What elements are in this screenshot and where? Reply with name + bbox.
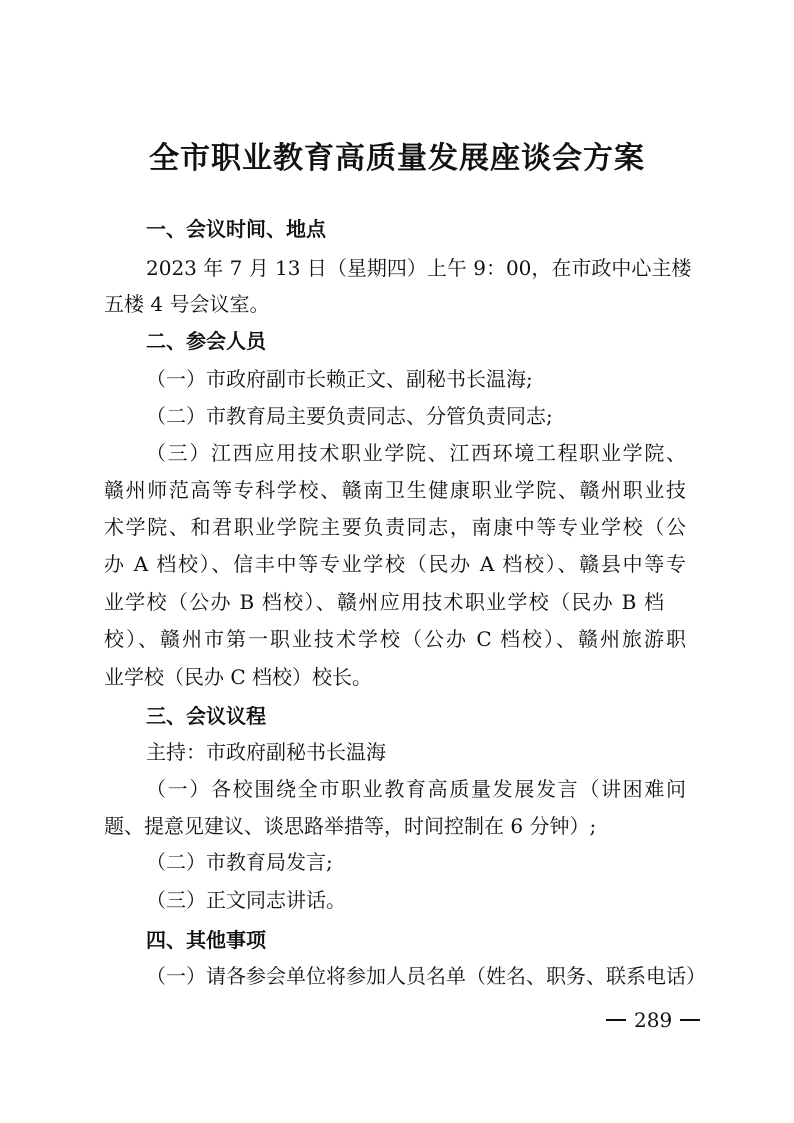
section-heading-attendees: 二、参会人员 (146, 329, 266, 353)
list-item: （一）请各参会单位将参加人员名单（姓名、职务、联系电话） (146, 964, 706, 988)
section-heading-time-place: 一、会议时间、地点 (146, 217, 326, 241)
paragraph-line: 业学校（公办 B 档校）、赣州应用技术职业学校（民办 B 档 (104, 590, 664, 614)
dash-left (606, 1019, 626, 1021)
paragraph-line: 2023 年 7 月 13 日（星期四）上午 9：00，在市政中心主楼 (146, 256, 692, 280)
list-item: （二）市教育局发言; (146, 850, 333, 874)
dash-right (680, 1019, 700, 1021)
paragraph-line: 五楼 4 号会议室。 (104, 292, 270, 316)
list-item: （三）正文同志讲话。 (146, 888, 346, 912)
list-item: （一）市政府副市长赖正文、副秘书长温海; (146, 367, 533, 391)
document-title: 全市职业教育高质量发展座谈会方案 (149, 141, 645, 176)
section-heading-agenda: 三、会议议程 (146, 704, 266, 728)
list-item: （二）市教育局主要负责同志、分管负责同志; (146, 404, 553, 428)
list-item: （一）各校围绕全市职业教育高质量发展发言（讲困难问 (146, 777, 686, 801)
paragraph-line: 业学校（民办 C 档校）校长。 (104, 665, 373, 689)
host-line: 主持：市政府副秘书长温海 (146, 740, 386, 764)
paragraph-line: 赣州师范高等专科学校、赣南卫生健康职业学院、赣州职业技 (104, 478, 686, 502)
page-number (606, 1008, 700, 1032)
paragraph-line: 术学院、和君职业学院主要负责同志，南康中等专业学校（公 (104, 515, 686, 539)
section-heading-other: 四、其他事项 (146, 928, 266, 952)
page-number-text: 289 (634, 1008, 673, 1032)
list-item: （三）江西应用技术职业学院、江西环境工程职业学院、 (146, 441, 686, 465)
paragraph-line: 校）、赣州市第一职业技术学校（公办 C 档校）、赣州旅游职 (104, 627, 686, 651)
paragraph-line: 题、提意见建议、谈思路举措等，时间控制在 6 分钟）; (104, 814, 597, 838)
paragraph-line: 办 A 档校）、信丰中等专业学校（民办 A 档校）、赣县中等专 (104, 552, 686, 576)
